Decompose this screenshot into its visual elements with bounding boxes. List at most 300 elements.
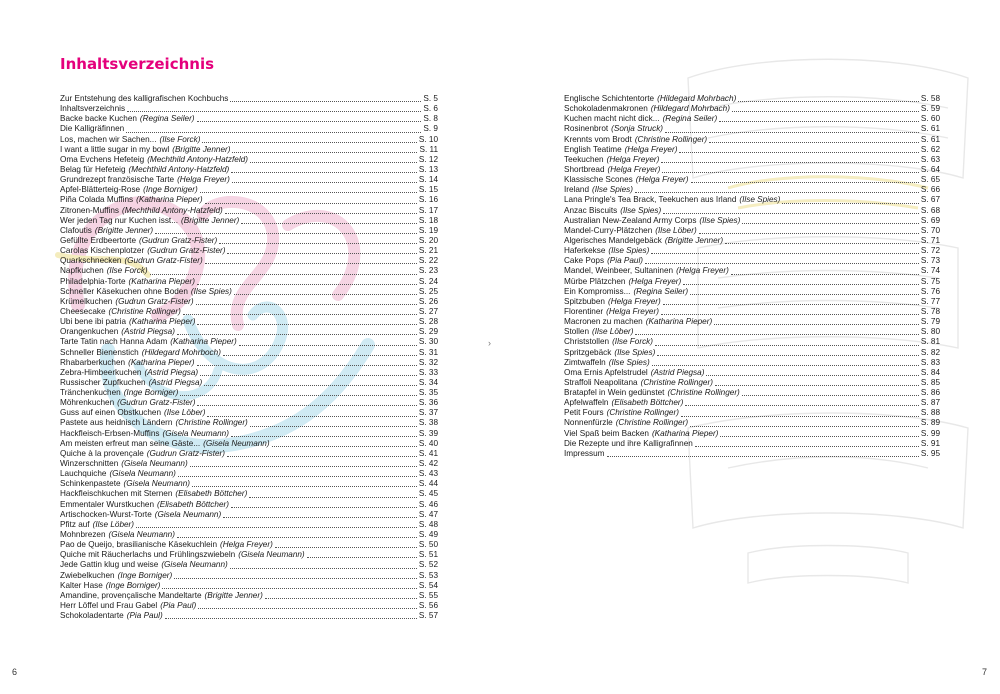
toc-entry-author: (Katharina Pieper) [645,317,713,327]
toc-entry-page: S. 85 [920,377,940,387]
toc-entry [60,429,438,439]
toc-entry-title: Artischocken-Wurst-Torte [60,509,152,519]
toc-entry [60,439,438,449]
dot-leader [197,364,417,366]
toc-entry [564,419,940,429]
toc-entry [564,195,940,205]
toc-entry-title: Zur Entstehung des kalligrafischen Kochbuchs [60,93,229,103]
dot-leader [607,455,919,457]
toc-entry [60,378,438,388]
toc-entry-author: (Astrid Piegsa) [144,367,199,377]
toc-entry-author: (Gisela Neumann) [123,479,190,489]
toc-entry [564,145,940,155]
dot-leader [683,283,919,285]
toc-entry [564,135,940,145]
toc-entry-page: S. 99 [920,428,940,438]
toc-list-left [60,94,438,621]
dot-leader [234,293,417,295]
dot-leader [232,151,417,153]
toc-entry-title: Tarte Tatin nach Hanna Adam [60,337,168,347]
toc-entry-author: (Helga Freyer) [676,266,729,276]
toc-entry-title: Zimtwaffeln [564,357,606,367]
toc-entry [564,236,940,246]
dot-leader [127,110,421,112]
toc-entry-author: (Gisela Neumann) [121,459,188,469]
dot-leader [695,445,919,447]
dot-leader [635,333,918,335]
toc-entry-page: S. 73 [920,256,940,266]
toc-entry-page: S. 82 [920,347,940,357]
toc-entry-title: Schokoladentarte [60,611,124,621]
toc-entry [564,327,940,337]
toc-entry-page: S. 39 [418,428,438,438]
toc-entry-title: Mandel, Weinbeer, Sultaninen [564,266,674,276]
toc-entry-title: Belag für Hefeteig [60,164,126,174]
dot-leader [661,161,918,163]
dot-leader [230,567,417,569]
gutter-arrow-icon: › [488,338,491,348]
toc-entry-page: S. 11 [419,144,438,154]
toc-entry-title: Emmentaler Wurstkuchen [60,499,155,509]
dot-leader [679,151,918,153]
toc-entry-page: S. 86 [920,388,940,398]
toc-entry-title: Schokoladenmakronen [564,104,648,114]
toc-entry-page: S. 71 [920,235,940,245]
toc-entry-author: (Gisela Neumann) [238,550,305,560]
toc-entry-author: (Gisela Neumann) [161,560,228,570]
toc-entry-author: (Pia Paul) [126,611,163,621]
toc-entry [564,429,940,439]
toc-entry-page: S. 83 [920,357,940,367]
toc-entry-author: (Gudrun Gratz-Fister) [146,448,225,458]
toc-entry-author: (Gisela Neumann) [154,509,222,519]
toc-entry-title: Philadelphia-Torte [60,276,126,286]
toc-heading: Inhaltsverzeichnis [60,55,215,73]
toc-entry-author: (Elisabeth Böttcher) [157,499,229,509]
toc-entry-page: S. 33 [418,367,438,377]
toc-entry [60,94,438,104]
toc-entry-page: S. 68 [920,205,940,215]
toc-entry-page: S. 56 [418,601,438,611]
toc-entry-author: (Regina Seiler) [633,286,689,296]
toc-entry [60,479,438,489]
toc-entry-page: S. 24 [418,276,438,286]
toc-entry-page: S. 34 [418,377,438,387]
dot-leader [192,485,417,487]
toc-entry [564,216,940,226]
dot-leader [250,425,417,427]
toc-entry-page: S. 40 [418,438,438,448]
toc-entry-page: S. 76 [920,286,940,296]
toc-entry-author: (Gudrun Gratz-Fister) [139,235,218,245]
dot-leader [715,384,919,386]
toc-entry-title: Apfel-Blätterteig-Rose [60,185,141,195]
toc-entry-title: Wer jeden Tag nur Kuchen isst... [60,215,179,225]
toc-entry [564,348,940,358]
toc-entry [60,520,438,530]
toc-entry-title: Die Rezepte und ihre Kalligrafinnen [564,438,693,448]
toc-entry-author: (Brigitte Jenner) [172,144,231,154]
toc-entry-author: (Regina Seiler) [662,114,718,124]
dot-leader [732,110,919,112]
toc-entry-title: Hackfleischkuchen mit Sternen [60,489,173,499]
toc-entry-page: S. 67 [920,195,940,205]
toc-entry [564,358,940,368]
toc-entry-page: S. 5 [423,93,438,103]
toc-entry [60,135,438,145]
toc-entry-page: S. 52 [418,560,438,570]
toc-entry-title: Quarkschnecken [60,256,122,266]
toc-entry [564,206,940,216]
toc-entry-title: Zebra-Himbeerkuchen [60,367,142,377]
toc-entry [564,104,940,114]
toc-entry [60,408,438,418]
toc-entry-title: Quiche mit Räucherlachs und Frühlingszwiebeln [60,550,236,560]
toc-entry-author: (Christine Rollinger) [667,388,740,398]
toc-entry [60,469,438,479]
dot-leader [223,516,417,518]
toc-entry-author: (Christine Rollinger) [175,418,248,428]
toc-entry-page: S. 49 [418,530,438,540]
toc-entry-page: S. 19 [418,225,438,235]
toc-entry-title: Schinkenpastete [60,479,121,489]
toc-entry-page: S. 53 [418,570,438,580]
toc-entry-author: (Ilse Spies) [739,195,781,205]
toc-entry-author: (Ilse Löber) [592,327,634,337]
toc-entry [564,307,940,317]
toc-entry-author: (Ilse Spies) [608,357,650,367]
toc-entry-title: Ubi bene ibi patria [60,317,126,327]
toc-entry-title: Quiche à la provençale [60,448,144,458]
toc-entry-author: (Ilse Spies) [614,347,656,357]
toc-entry-title: Apfelwaffeln [564,398,609,408]
toc-entry [60,185,438,195]
toc-entry-page: S. 60 [920,114,940,124]
dot-leader [177,536,417,538]
dot-leader [196,303,417,305]
dot-leader [202,141,416,143]
toc-entry-author: (Elisabeth Böttcher) [175,489,248,499]
toc-entry-title: Möhrenkuchen [60,398,115,408]
dot-leader [207,415,416,417]
toc-entry-author: (Katharina Pieper) [128,276,195,286]
toc-entry-author: (Helga Freyer) [607,296,661,306]
toc-entry-page: S. 87 [920,398,940,408]
toc-entry-page: S. 59 [920,104,940,114]
dot-leader [725,242,919,244]
toc-entry-title: Tränchenkuchen [60,388,121,398]
toc-entry [60,449,438,459]
toc-entry-page: S. 51 [418,550,438,560]
dot-leader [655,344,919,346]
toc-list-right [564,94,940,459]
toc-entry [60,591,438,601]
toc-entry [564,408,940,418]
toc-entry-title: Herr Löffel und Frau Gabel [60,601,158,611]
dot-leader [275,546,417,548]
toc-entry-page: S. 32 [418,357,438,367]
dot-leader [230,100,421,102]
dot-leader [662,171,919,173]
toc-entry-title: Viel Spaß beim Backen [564,428,649,438]
toc-entry-title: Ireland [564,185,590,195]
dot-leader [250,161,417,163]
toc-entry-author: (Astrid Piegsa) [148,377,203,387]
dot-leader [178,475,417,477]
toc-entry-title: Macronen zu machen [564,317,643,327]
toc-entry-title: Grundrezept französische Tarte [60,175,175,185]
toc-entry-author: (Christine Rollinger) [634,134,708,144]
toc-entry-author: (Helga Freyer) [607,164,661,174]
toc-entry [564,175,940,185]
toc-entry-title: Schneller Käsekuchen ohne Boden [60,286,188,296]
toc-entry-title: Teekuchen [564,154,604,164]
toc-entry-page: S. 66 [920,185,940,195]
toc-entry-title: Krennts vom Brodt [564,134,632,144]
toc-entry-author: (Inge Borniger) [123,388,179,398]
toc-entry [60,337,438,347]
dot-leader [652,364,919,366]
toc-entry-page: S. 45 [418,489,438,499]
dot-leader [231,435,417,437]
dot-leader [241,222,417,224]
toc-entry [60,560,438,570]
toc-entry [564,155,940,165]
toc-entry-page: S. 28 [418,317,438,327]
dot-leader [197,323,416,325]
toc-entry-author: (Ilse Löber) [164,408,206,418]
toc-entry-author: (Hildegard Mohrbach) [657,93,737,103]
toc-entry [564,246,940,256]
toc-entry-title: Florentiner [564,306,604,316]
toc-entry-author: (Katharina Pieper) [651,428,719,438]
toc-entry-author: (Sonja Struck) [611,124,664,134]
toc-entry-author: (Ilse Löber) [655,225,697,235]
toc-entry-title: Hackfleisch-Erbsen-Muffins [60,428,160,438]
dot-leader [227,252,416,254]
toc-entry-author: (Ilse Forck) [612,337,653,347]
toc-entry-author: (Ilse Forck) [106,266,148,276]
toc-entry [60,500,438,510]
toc-entry [60,195,438,205]
toc-entry-page: S. 70 [920,225,940,235]
toc-entry-author: (Ilse Spies) [592,185,633,195]
dot-leader [731,273,919,275]
toc-entry [60,155,438,165]
dot-leader [190,465,417,467]
dot-leader [162,587,416,589]
toc-entry [564,368,940,378]
toc-entry-page: S. 64 [920,164,940,174]
toc-entry-page: S. 23 [418,266,438,276]
toc-entry-author: (Helga Freyer) [606,154,660,164]
toc-entry-title: Cheesecake [60,306,106,316]
dot-leader [706,374,918,376]
toc-entry-title: Rosinenbrot [564,124,609,134]
toc-entry-author: (Mechthild Antony-Hatzfeld) [122,205,223,215]
toc-entry-author: (Helga Freyer) [177,175,230,185]
toc-entry-title: Lauchquiche [60,469,107,479]
toc-entry [60,358,438,368]
toc-entry [60,266,438,276]
toc-entry-title: Amandine, provençalische Mandeltarte [60,590,202,600]
toc-entry [60,277,438,287]
toc-entry [60,175,438,185]
dot-leader [690,293,919,295]
dot-leader [738,100,919,102]
dot-leader [691,181,919,183]
toc-entry [564,287,940,297]
toc-entry-author: (Astrid Piegsa) [121,327,175,337]
toc-entry-page: S. 77 [920,296,940,306]
dot-leader [720,435,918,437]
toc-entry [564,337,940,347]
toc-entry-author: (Inge Borniger) [117,570,173,580]
toc-entry [564,388,940,398]
toc-entry-title: Oma Evchens Hefeteig [60,154,145,164]
toc-entry-author: (Katharina Pieper) [128,357,195,367]
dot-leader [690,425,919,427]
toc-entry-author: (Hildegard Mohrboch) [141,347,221,357]
dot-leader [239,344,417,346]
toc-entry-title: Carolas Kischenplotzer [60,246,145,256]
toc-entry-author: (Pia Paul) [607,256,644,266]
dot-leader [183,313,417,315]
toc-entry-title: Rhabarberkuchen [60,357,126,367]
toc-entry-page: S. 21 [418,246,438,256]
toc-entry-page: S. 6 [423,104,438,114]
toc-entry-page: S. 29 [418,327,438,337]
toc-entry [60,368,438,378]
dot-leader [150,273,417,275]
toc-entry-page: S. 55 [418,590,438,600]
toc-entry-title: Bratapfel in Wein gedünstet [564,388,665,398]
toc-entry-title: Orangenkuchen [60,327,119,337]
toc-entry [60,287,438,297]
dot-leader [719,120,919,122]
dot-leader [200,191,417,193]
toc-entry-title: Shortbread [564,164,605,174]
toc-entry-title: Australian New-Zealand Army Corps [564,215,697,225]
toc-entry-author: (Ilse Spies) [608,246,650,256]
toc-entry-author: (Brigitte Jenner) [664,235,724,245]
dot-leader [265,597,417,599]
toc-entry [60,510,438,520]
toc-entry-author: (Christine Rollinger) [640,377,713,387]
dot-leader [782,202,919,204]
toc-entry-title: Kuchen macht nicht dick... [564,114,660,124]
toc-entry-author: (Christine Rollinger) [108,306,181,316]
dot-leader [136,526,417,528]
toc-entry-title: Mandel-Curry-Plätzchen [564,225,653,235]
toc-entry [60,297,438,307]
toc-entry-title: Backe backe Kuchen [60,114,137,124]
toc-entry [60,256,438,266]
toc-entry-author: (Mechthild Antony-Hatzfeld) [128,164,230,174]
toc-entry-author: (Christine Rollinger) [606,408,679,418]
dot-leader [197,120,422,122]
dot-leader [200,374,417,376]
toc-entry-title: Petit Fours [564,408,604,418]
toc-entry-title: Haferkekse [564,246,606,256]
toc-entry [60,489,438,499]
toc-entry-page: S. 75 [920,276,940,286]
toc-entry-page: S. 48 [418,519,438,529]
toc-entry-author: (Inge Borniger) [105,580,161,590]
toc-entry-title: Guss auf einen Obstkuchen [60,408,162,418]
toc-entry [60,611,438,621]
toc-entry [564,165,940,175]
toc-entry-page: S. 36 [418,398,438,408]
toc-entry-page: S. 63 [920,154,940,164]
toc-entry-author: (Gisela Neumann) [203,438,270,448]
toc-entry-author: (Katharina Pieper) [136,195,203,205]
right-page [500,0,1000,694]
toc-entry-page: S. 9 [423,124,438,134]
toc-entry-author: (Brigitte Jenner) [181,215,240,225]
toc-entry-title: Stollen [564,327,590,337]
toc-entry [564,124,940,134]
toc-entry-page: S. 35 [418,388,438,398]
toc-entry-page: S. 58 [920,93,940,103]
dot-leader [665,131,919,133]
toc-entry [60,459,438,469]
toc-entry [564,94,940,104]
toc-entry-title: Ein Kompromiss... [564,286,631,296]
toc-entry-page: S. 46 [418,499,438,509]
dot-leader [714,323,919,325]
toc-entry-page: S. 17 [418,205,438,215]
toc-entry-author: (Ilse Spies) [699,215,741,225]
toc-entry-author: (Hildegard Mohrbach) [650,104,730,114]
toc-entry-page: S. 31 [418,347,438,357]
toc-entry-page: S. 74 [920,266,940,276]
toc-entry [564,297,940,307]
toc-entry [564,317,940,327]
toc-entry-author: (Gudrun Gratz-Fister) [147,246,226,256]
toc-entry-title: Piña Colada Muffins [60,195,134,205]
dot-leader [635,191,919,193]
toc-entry-page: S. 81 [920,337,940,347]
toc-entry-author: (Helga Freyer) [220,540,273,550]
toc-entry [60,571,438,581]
dot-leader [742,222,919,224]
toc-entry-page: S. 57 [418,611,438,621]
toc-entry-title: Mohnbrezen [60,530,106,540]
toc-entry-page: S. 37 [418,408,438,418]
toc-entry-author: (Brigitte Jenner) [204,590,263,600]
toc-entry-page: S. 18 [418,215,438,225]
toc-entry [60,530,438,540]
toc-entry-page: S. 20 [418,235,438,245]
toc-entry-author: (Ilse Löber) [92,519,135,529]
dot-leader [645,262,919,264]
dot-leader [180,394,417,396]
toc-entry-title: Lana Pringle's Tea Brack, Teekuchen aus Irland [564,195,737,205]
toc-entry-author: (Inge Borniger) [143,185,198,195]
toc-entry-title: Straffoli Neapolitana [564,377,638,387]
toc-entry-page: S. 80 [920,327,940,337]
dot-leader [219,242,417,244]
dot-leader [231,506,417,508]
toc-entry-page: S. 43 [418,469,438,479]
toc-entry-title: Pfitz auf [60,519,90,529]
dot-leader [223,354,417,356]
dot-leader [249,496,417,498]
dot-leader [742,394,919,396]
toc-entry-author: (Ilse Spies) [190,286,232,296]
toc-entry-title: Zwiebelkuchen [60,570,115,580]
